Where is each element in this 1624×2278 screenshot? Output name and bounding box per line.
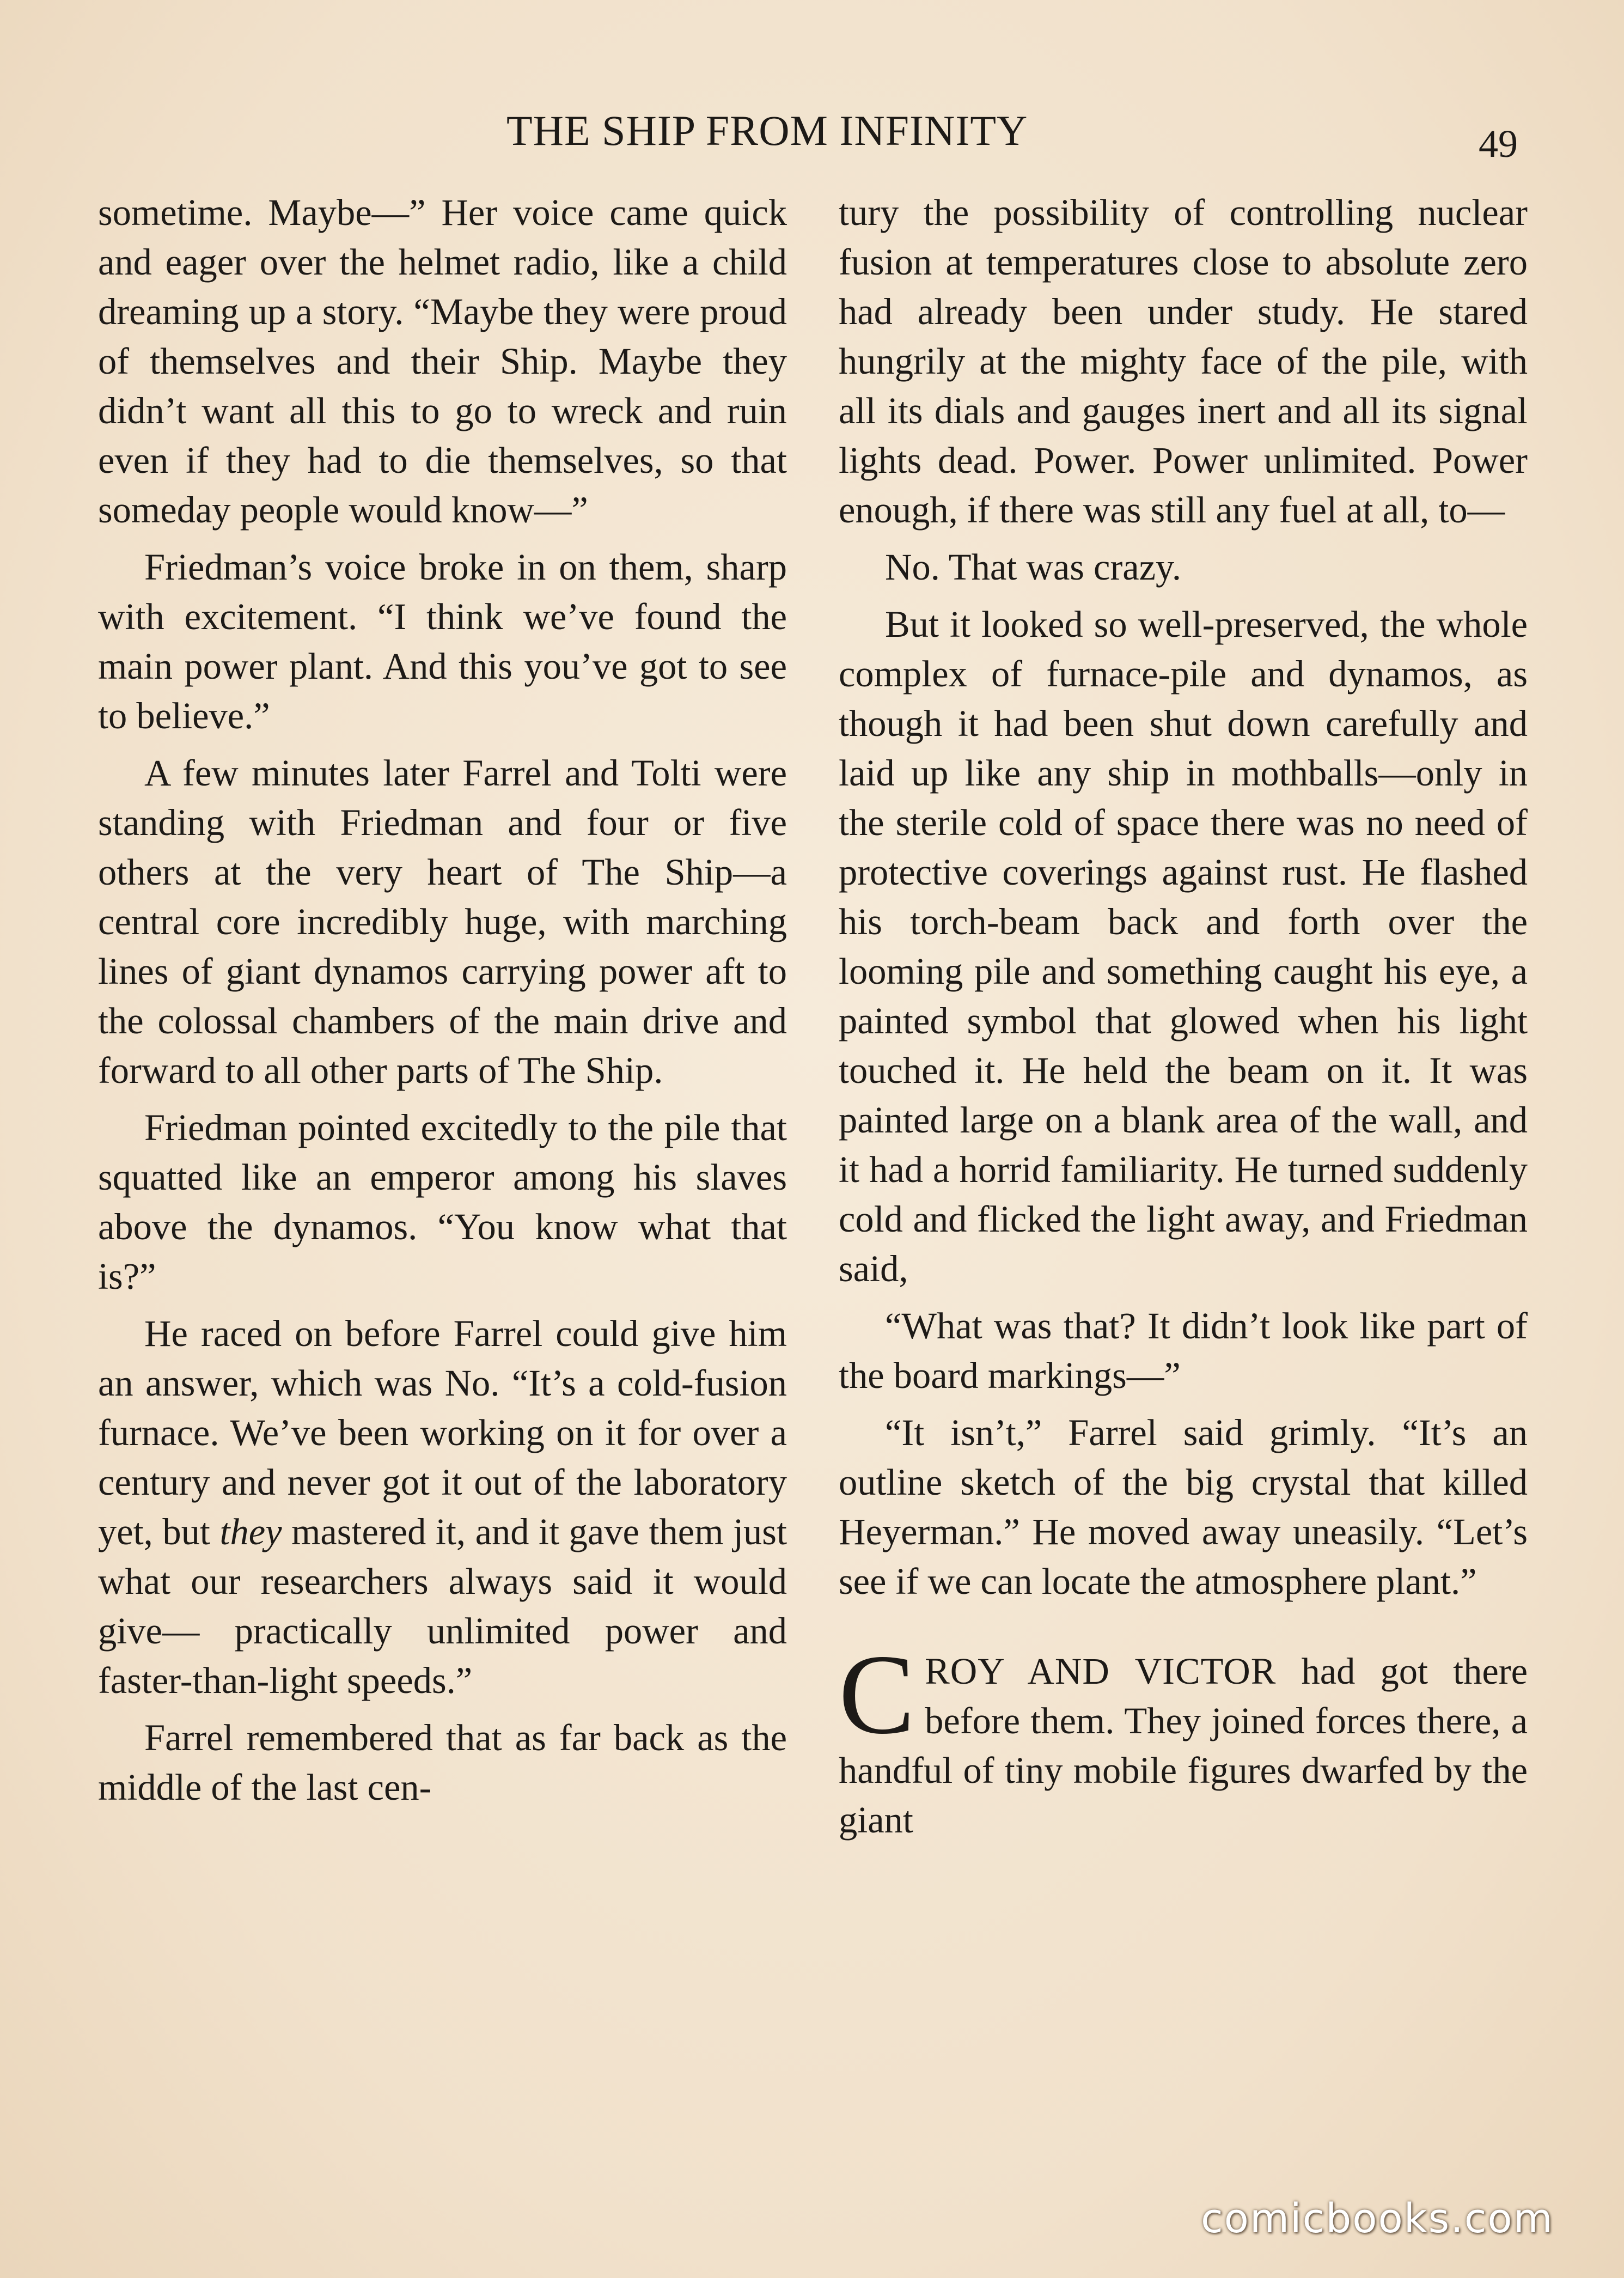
section-break: [839, 1614, 1528, 1647]
emphasis-text: they: [219, 1511, 282, 1552]
paragraph-text: mastered it, and it gave them just what our researchers always said it would give— practically unlimited power and faster-than-light speeds.”: [98, 1511, 787, 1701]
section-opening-paragraph: [839, 1631, 1528, 1845]
paragraph: sometime. Maybe—” Her voice came quick and eager over the helmet radio, like a child dreaming up a story. “Maybe they were proud of themselves and their Ship. Maybe they didn’t want all this to go to wreck and ruin even if they had to die themselves, so that someday people would know—”: [98, 192, 787, 531]
drop-cap: C: [839, 1631, 915, 1758]
paragraph: “What was that? It didn’t look like part of the board markings—”: [839, 1305, 1528, 1396]
section-lead-smallcaps: ROY AND VICTOR: [925, 1650, 1277, 1692]
paragraph: Friedman pointed excitedly to the pile that squatted like an emperor among his slaves above the dynamos. “You know what that is?”: [98, 1107, 787, 1297]
paragraph-text: had got there before them. They joined forces there, a handful of tiny mobile figures dwarfed by the giant: [839, 1650, 1528, 1841]
page-number: 49: [1479, 122, 1518, 166]
paragraph: tury the possibility of controlling nuclear fusion at temperatures close to absolute zero had already been under study. He stared hungrily at the mighty face of the pile, with all its dials and gauges inert and all its signal lights dead. Power. Power unlimited. Power enough, if there was still any fuel at all, to—: [839, 192, 1528, 531]
paragraph-text: He raced on before Farrel could give him an answer, which was No. “It’s a cold-fusion furnace. We’ve been working on it for over a century and never got it out of the laboratory yet, but: [98, 1313, 787, 1552]
paragraph: Farrel remembered that as far back as the middle of the last cen-: [98, 1717, 787, 1808]
watermark-logo: comicbooks.com: [1201, 2195, 1554, 2242]
left-text-column: [98, 188, 787, 1820]
paragraph: [98, 1309, 787, 1706]
paragraph: “It isn’t,” Farrel said grimly. “It’s an outline sketch of the big crystal that killed Heyerman.” He moved away uneasily. “Let’s see if we can locate the atmosphere plant.”: [839, 1412, 1528, 1602]
right-text-column: [839, 188, 1528, 1853]
paragraph: Friedman’s voice broke in on them, sharp with excitement. “I think we’ve found the main power plant. And this you’ve got to see to believe.”: [98, 546, 787, 736]
paragraph: But it looked so well-preserved, the whole complex of furnace-pile and dynamos, as though it had been shut down carefully and laid up like any ship in mothballs—only in the sterile cold of space there was no need of protective coverings against rust. He flashed his torch-beam back and forth over the looming pile and something caught his eye, a painted symbol that glowed when his light touched it. He held the beam on it. It was painted large on a blank area of the wall, and it had a horrid familiarity. He turned suddenly cold and flicked the light away, and Friedman said,: [839, 604, 1528, 1289]
paragraph: No. That was crazy.: [885, 546, 1181, 588]
paragraph: A few minutes later Farrel and Tolti were standing with Friedman and four or five others at the very heart of The Ship—a central core incredibly huge, with marching lines of giant dynamos carrying power aft to the colossal chambers of the main drive and forward to all other parts of The Ship.: [98, 752, 787, 1091]
running-title: THE SHIP FROM INFINITY: [506, 107, 1028, 154]
page-header: [0, 106, 1624, 166]
